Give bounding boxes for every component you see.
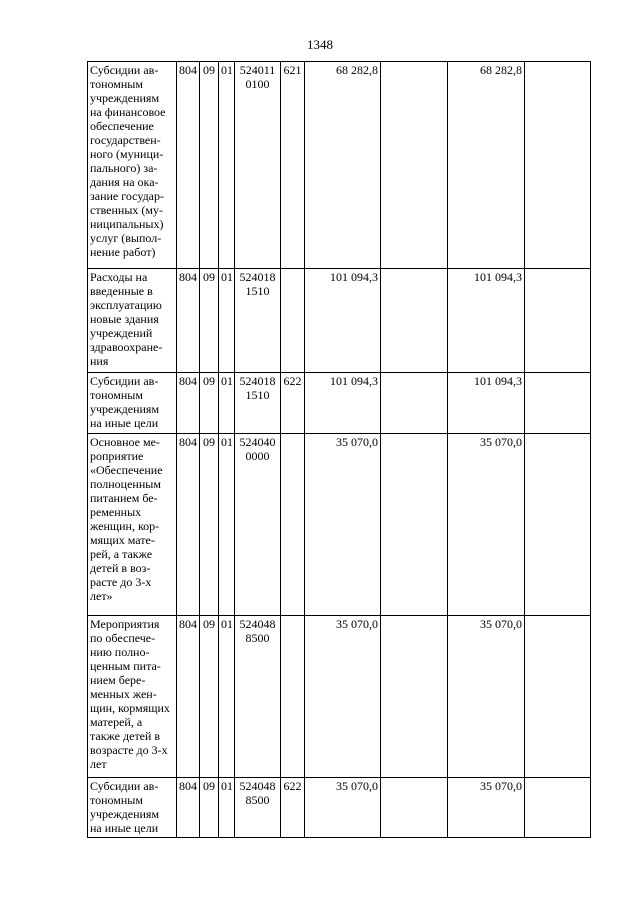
subsection-code: 01 bbox=[219, 616, 235, 778]
row-name: Субсидии ав- тономным учреждениям на иные цели bbox=[88, 778, 177, 838]
subsection-code: 01 bbox=[219, 434, 235, 616]
row-name: Основное ме- роприятие «Обеспечение полноценным питанием бе- ременных женщин, кор- мящих мате- рей, а также детей в воз- расте до 3-х лет» bbox=[88, 434, 177, 616]
amount-col8: 35 070,0 bbox=[448, 616, 525, 778]
amount-col9 bbox=[525, 269, 591, 373]
section-code: 09 bbox=[200, 778, 219, 838]
ministry-code: 804 bbox=[177, 434, 200, 616]
target-article-code: 524018 1510 bbox=[235, 269, 281, 373]
row-name: Субсидии ав- тономным учреждениям на иные цели bbox=[88, 373, 177, 434]
expense-type-code: 622 bbox=[281, 778, 305, 838]
amount-total: 101 094,3 bbox=[305, 269, 381, 373]
section-code: 09 bbox=[200, 269, 219, 373]
expense-type-code: 621 bbox=[281, 62, 305, 269]
expense-type-code bbox=[281, 434, 305, 616]
target-article-code: 524011 0100 bbox=[235, 62, 281, 269]
amount-total: 35 070,0 bbox=[305, 434, 381, 616]
table-row bbox=[88, 373, 591, 434]
table-row bbox=[88, 778, 591, 838]
row-name: Мероприятия по обеспече- нию полно- ценным пита- нием бере- менных жен- щин, кормящих матерей, а также детей в возрасте до 3-х лет bbox=[88, 616, 177, 778]
table-row bbox=[88, 616, 591, 778]
amount-col8: 101 094,3 bbox=[448, 269, 525, 373]
amount-col9 bbox=[525, 616, 591, 778]
subsection-code: 01 bbox=[219, 269, 235, 373]
target-article-code: 524040 0000 bbox=[235, 434, 281, 616]
amount-col8: 35 070,0 bbox=[448, 778, 525, 838]
amount-col9 bbox=[525, 778, 591, 838]
amount-col9 bbox=[525, 62, 591, 269]
expense-type-code bbox=[281, 616, 305, 778]
table-row bbox=[88, 434, 591, 616]
amount-col8: 35 070,0 bbox=[448, 434, 525, 616]
row-name: Расходы на введенные в эксплуатацию новые здания учреждений здравоохране- ния bbox=[88, 269, 177, 373]
table-row bbox=[88, 62, 591, 269]
ministry-code: 804 bbox=[177, 62, 200, 269]
expense-type-code bbox=[281, 269, 305, 373]
amount-col7 bbox=[381, 778, 448, 838]
page-number: 1348 bbox=[307, 37, 333, 52]
row-name: Субсидии ав- тономным учреждениям на финансовое обеспечение государствен- ного (муници- пального) за- дания на ока- зание государ- ственных (му- ниципальных) услуг (выпол- нение работ) bbox=[88, 62, 177, 269]
amount-col7 bbox=[381, 269, 448, 373]
ministry-code: 804 bbox=[177, 269, 200, 373]
section-code: 09 bbox=[200, 373, 219, 434]
section-code: 09 bbox=[200, 434, 219, 616]
amount-total: 101 094,3 bbox=[305, 373, 381, 434]
subsection-code: 01 bbox=[219, 62, 235, 269]
target-article-code: 524018 1510 bbox=[235, 373, 281, 434]
amount-col9 bbox=[525, 373, 591, 434]
subsection-code: 01 bbox=[219, 778, 235, 838]
ministry-code: 804 bbox=[177, 373, 200, 434]
expense-type-code: 622 bbox=[281, 373, 305, 434]
amount-total: 35 070,0 bbox=[305, 778, 381, 838]
amount-col7 bbox=[381, 616, 448, 778]
ministry-code: 804 bbox=[177, 616, 200, 778]
amount-total: 68 282,8 bbox=[305, 62, 381, 269]
section-code: 09 bbox=[200, 62, 219, 269]
amount-col8: 68 282,8 bbox=[448, 62, 525, 269]
budget-table bbox=[87, 61, 591, 838]
amount-col7 bbox=[381, 62, 448, 269]
target-article-code: 524048 8500 bbox=[235, 616, 281, 778]
table-row bbox=[88, 269, 591, 373]
amount-col9 bbox=[525, 434, 591, 616]
target-article-code: 524048 8500 bbox=[235, 778, 281, 838]
section-code: 09 bbox=[200, 616, 219, 778]
amount-col8: 101 094,3 bbox=[448, 373, 525, 434]
subsection-code: 01 bbox=[219, 373, 235, 434]
amount-col7 bbox=[381, 434, 448, 616]
amount-col7 bbox=[381, 373, 448, 434]
ministry-code: 804 bbox=[177, 778, 200, 838]
amount-total: 35 070,0 bbox=[305, 616, 381, 778]
